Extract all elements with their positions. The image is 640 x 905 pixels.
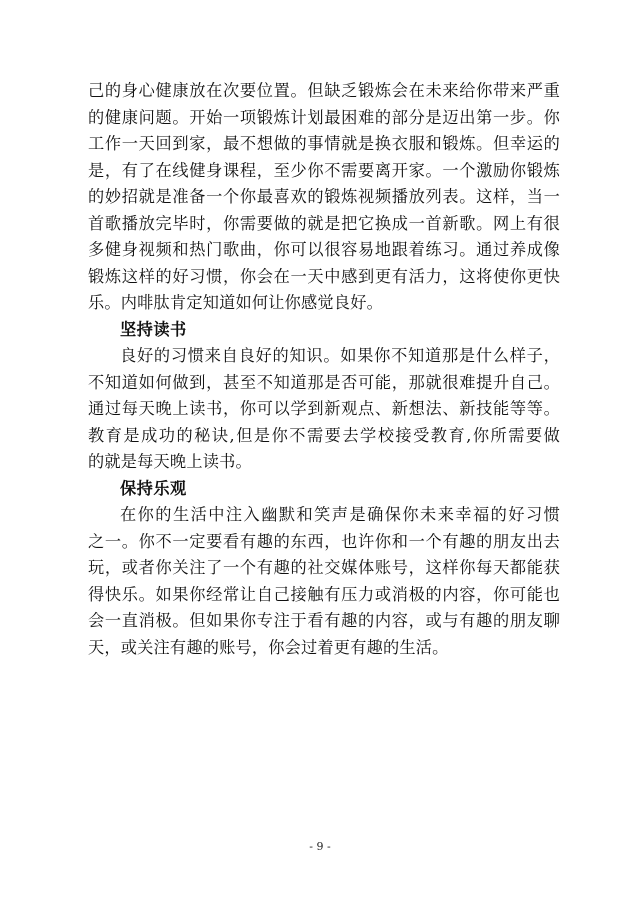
text-line: 的健康问题。开始一项锻炼计划最困难的部分是迈出第一步。你 <box>88 107 560 127</box>
section-heading-reading: 坚持读书 <box>120 319 187 339</box>
text-line: 的就是每天晚上读书。 <box>88 452 252 471</box>
text-line: 通过每天晚上读书，你可以学到新观点、新想法、新技能等等。 <box>88 399 560 418</box>
text-line: 不知道如何做到，甚至不知道那是否可能，那就很难提升自己。 <box>88 372 560 392</box>
section-heading-optimism: 保持乐观 <box>120 478 187 498</box>
page-number: - 9 - <box>309 840 331 853</box>
text-line: 得快乐。如果你经常让自己接触有压力或消极的内容，你可能也 <box>88 584 560 604</box>
text-line: 工作一天回到家，最不想做的事情就是换衣服和锻炼。但幸运的 <box>88 134 560 153</box>
text-line: 玩，或者你关注了一个有趣的社交媒体账号，这样你每天都能获 <box>88 558 560 577</box>
paragraph-optimism <box>88 502 560 661</box>
text-line: 教育是成功的秘诀,但是你不需要去学校接受教育,你所需要做 <box>88 425 560 445</box>
text-line: 首歌播放完毕时，你需要做的就是把它换成一首新歌。网上有很 <box>88 213 560 233</box>
text-line: 在你的生活中注入幽默和笑声是确保你未来幸福的好习惯 <box>120 505 560 524</box>
text-line: 己的身心健康放在次要位置。但缺乏锻炼会在未来给你带来严重 <box>88 81 560 100</box>
text-line: 会一直消极。但如果你专注于看有趣的内容，或与有趣的朋友聊 <box>88 611 560 630</box>
text-line: 良好的习惯来自良好的知识。如果你不知道那是什么样子， <box>120 346 560 365</box>
paragraph-reading <box>88 343 560 476</box>
text-line: 多健身视频和热门歌曲，你可以很容易地跟着练习。通过养成像 <box>88 240 560 259</box>
text-line: 之一。你不一定要看有趣的东西，也许你和一个有趣的朋友出去 <box>88 531 560 551</box>
text-line: 锻炼这样的好习惯，你会在一天中感到更有活力，这将使你更快 <box>88 266 560 286</box>
page-content <box>88 78 560 661</box>
text-line: 乐。内啡肽肯定知道如何让你感觉良好。 <box>88 293 383 312</box>
text-line: 的妙招就是准备一个你最喜欢的锻炼视频播放列表。这样，当一 <box>88 187 560 206</box>
text-line: 是，有了在线健身课程，至少你不需要离开家。一个激励你锻炼 <box>88 160 560 180</box>
text-line: 天，或关注有趣的账号，你会过着更有趣的生活。 <box>88 637 449 657</box>
paragraph-exercise <box>88 78 560 317</box>
